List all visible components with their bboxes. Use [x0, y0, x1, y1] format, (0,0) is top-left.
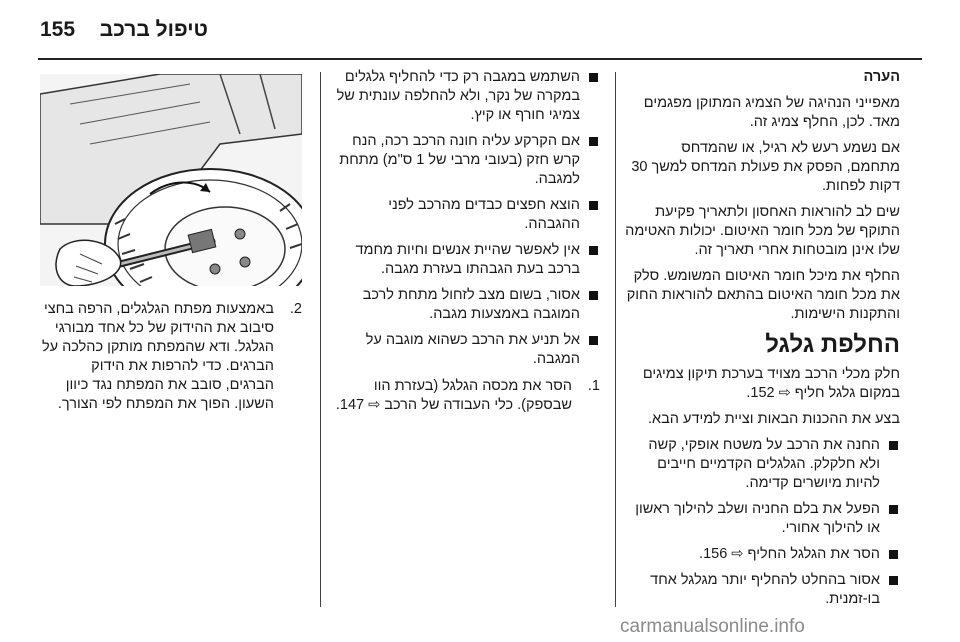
page-number: 155 — [40, 18, 76, 41]
list-item — [625, 436, 900, 493]
list-item-text: השתמש במגבה רק כדי להחליף גלגלים במקרה של נקר, ולא להחלפה עונתית של צמיגי חורף או קיץ. — [336, 69, 580, 123]
note-paragraph: שים לב להוראות האחסון ולתאריך פקיעת התוקף של מכל חומר האיטום. יכולות האטימה שלו אינן מובטחות אחרי תאריך זה. — [625, 204, 900, 258]
bullet-square-icon — [889, 550, 898, 559]
step-text: הסר את מכסה הגלגל (בעזרת הוו שבספק). כלי העבודה של הרכב ⇨ 147. — [335, 378, 572, 413]
list-item — [625, 571, 900, 609]
step-number: 1. — [587, 378, 600, 394]
bullet-square-icon — [889, 441, 898, 450]
list-item-text: הפעל את בלם החניה ושלב להילוך ראשון או להילוך אחורי. — [635, 501, 880, 536]
bullet-square-icon — [589, 291, 598, 300]
bullet-square-icon — [889, 576, 898, 585]
middle-column — [330, 68, 600, 422]
bullet-square-icon — [589, 246, 598, 255]
list-item — [330, 331, 600, 369]
running-title: טיפול ברכב — [99, 18, 208, 41]
list-item-text: הוצא חפצים כבדים מהרכב לפני ההגבהה. — [388, 197, 580, 232]
intro-paragraph: חלק מכלי הרכב מצויד בערכת תיקון צמיגים במקום גלגל חליף ⇨ 152. — [642, 366, 900, 401]
bullet-square-icon — [889, 505, 898, 514]
bullet-square-icon — [589, 73, 598, 82]
column-divider-left — [320, 72, 321, 607]
list-item — [330, 286, 600, 324]
list-item-text: אסור בהחלט להחליף יותר מגלגל אחד בו-זמנית. — [650, 572, 880, 607]
list-item — [330, 196, 600, 234]
note-paragraph: מאפייני הנהיגה של הצמיג המתוקן מפגמים מאד. לכן, החלף צמיג זה. — [643, 95, 900, 130]
step-item — [330, 377, 600, 415]
list-item — [330, 68, 600, 125]
note-title: הערה — [863, 69, 900, 85]
list-item-text: אין לאפשר שהיית אנשים וחיות מחמד ברכב בעת הגבהתו בעזרת מגבה. — [355, 242, 580, 277]
wheel-wrench-illustration-icon — [40, 74, 302, 286]
note-paragraph: אם נשמע רעש לא רגיל, או שהמדחס מתחמם, הפסק את פעולת המדחס למשך 30 דקות לפחות. — [631, 140, 900, 194]
step-text: באמצעות מפתח הגלגלים, הרפה בחצי סיבוב את ההידוק של כל אחד מבורגי הגלגל. ודא שהמפתח מותקן כהלכה על הברגים. כדי להרפות את הידוק הברגים, סובב את המפתח נגד כיוון השעון. הפוך את המפתח לפי הצורך. — [41, 301, 274, 412]
intro-paragraph: בצע את ההכנות הבאות וציית למידע הבא. — [647, 411, 900, 427]
bullet-square-icon — [589, 336, 598, 345]
list-item-text: אם הקרקע עליה חונה הרכב רכה, הנח קרש חזק (בעובי מרבי של 1 ס"מ) מתחת למגבה. — [339, 133, 580, 187]
list-item-text: הסר את הגלגל החליף ⇨ 156. — [699, 546, 880, 562]
step-number: 2. — [289, 301, 302, 317]
note-paragraph: החלף את מיכל חומר האיטום המשומש. סלק את מכל חומר האיטום בהתאם להוראות החוק והתקנות הישימות. — [626, 268, 900, 322]
column-divider-right — [615, 72, 616, 607]
page-header — [0, 0, 960, 60]
list-item — [625, 545, 900, 564]
watermark: carmanualsonline.info — [620, 616, 805, 637]
bullet-square-icon — [589, 201, 598, 210]
bullet-square-icon — [589, 137, 598, 146]
list-item — [330, 132, 600, 189]
list-item — [625, 500, 900, 538]
list-item — [330, 241, 600, 279]
list-item-text: החנה את הרכב על משטח אופקי, קשה ולא חלקלק. הגלגלים הקדמיים חייבים להיות מיושרים קדימה. — [648, 437, 880, 491]
preparation-list — [625, 436, 900, 609]
step-item — [40, 300, 302, 414]
list-item-text: אל תניע את הרכב כשהוא מוגבה על המגבה. — [365, 332, 580, 367]
safety-list — [330, 68, 600, 369]
section-title: החלפת גלגל — [765, 331, 900, 358]
list-item-text: אסור, בשום מצב לזחול מתחת לרכב המוגבה באמצעות מגבה. — [362, 287, 580, 322]
header-rule — [38, 58, 922, 60]
left-column — [40, 300, 302, 421]
right-column — [625, 68, 900, 616]
